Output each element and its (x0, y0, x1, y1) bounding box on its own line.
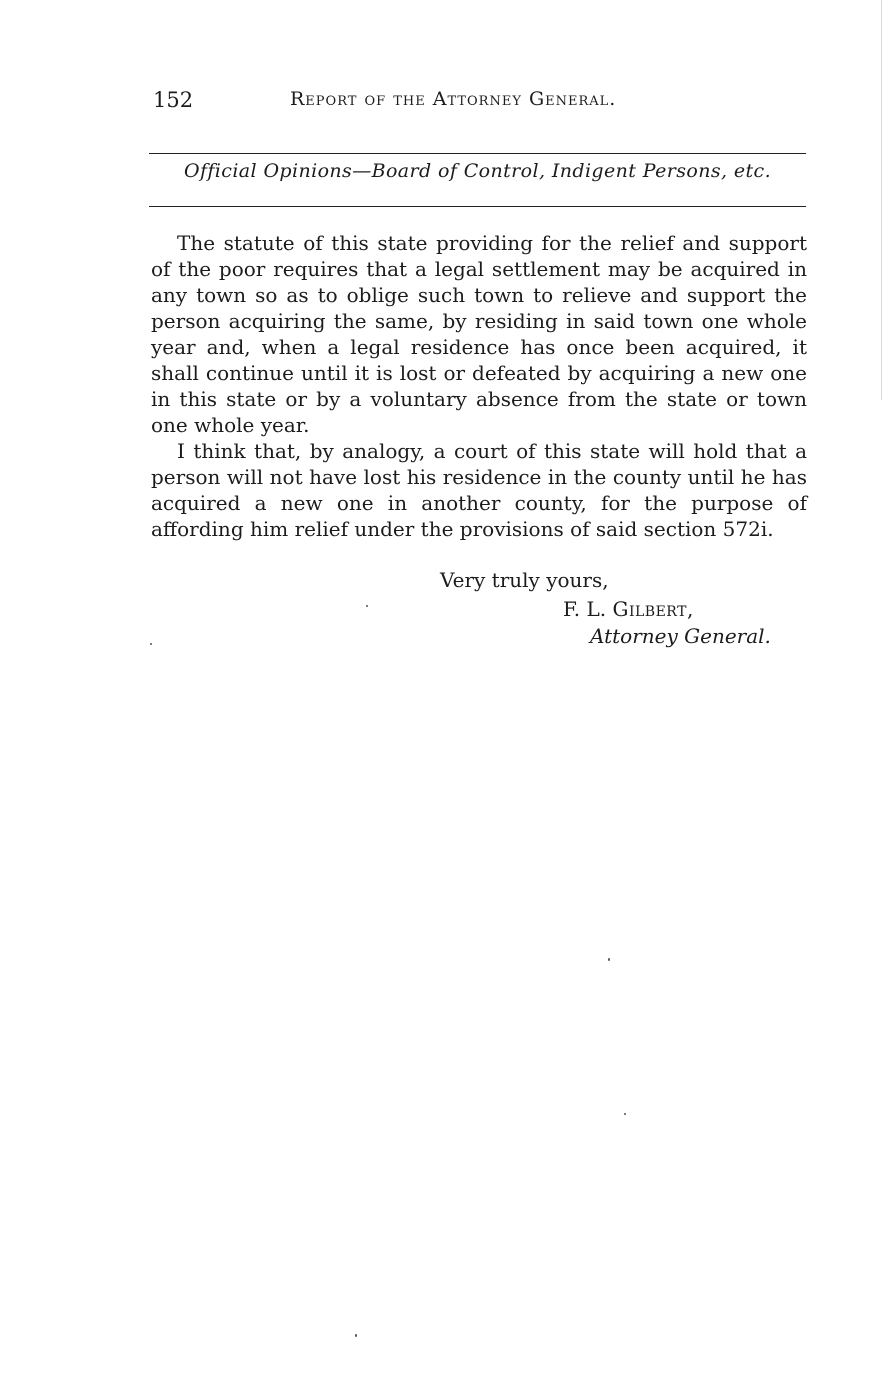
signatory-initials: F. L. (563, 597, 607, 621)
page-number: 152 (153, 88, 194, 112)
paragraph: I think that, by analogy, a court of this state will hold that a person will not have lost his residence in the county until he has acquired a new one in another county, for the purpose of affording him relief under the provisions of said section 572i. (151, 439, 807, 541)
heading-rule-bottom (149, 206, 806, 207)
signatory-surname: Gilbert (612, 597, 687, 621)
letter-closing: Very truly yours, (440, 568, 609, 592)
section-heading: Official Opinions—Board of Control, Indigent Persons, etc. (183, 160, 772, 182)
signatory-title: Attorney General. (590, 624, 771, 648)
signatory-comma: , (686, 597, 694, 621)
page-edge-shadow (881, 0, 882, 400)
scan-speck (366, 605, 368, 607)
paragraph: The statute of this state providing for the relief and support of the poor requires that a legal settlement may be acquired in any town so as to oblige such town to relieve and support the person acquiring the same, by residing in said town one whole year and, when a legal residence has once been acquired, it shall continue until it is lost or defeated by acquiring a new one in this state or by a voluntary absence from the state or town one whole year. (151, 231, 807, 437)
running-head: Report of the Attorney General. (290, 88, 617, 110)
scan-speck (624, 1113, 626, 1115)
body-text (151, 230, 807, 542)
scan-speck (150, 643, 152, 645)
scan-speck (608, 958, 610, 961)
scan-speck (355, 1334, 357, 1337)
signatory-name (563, 597, 693, 621)
heading-rule-top (149, 153, 806, 154)
